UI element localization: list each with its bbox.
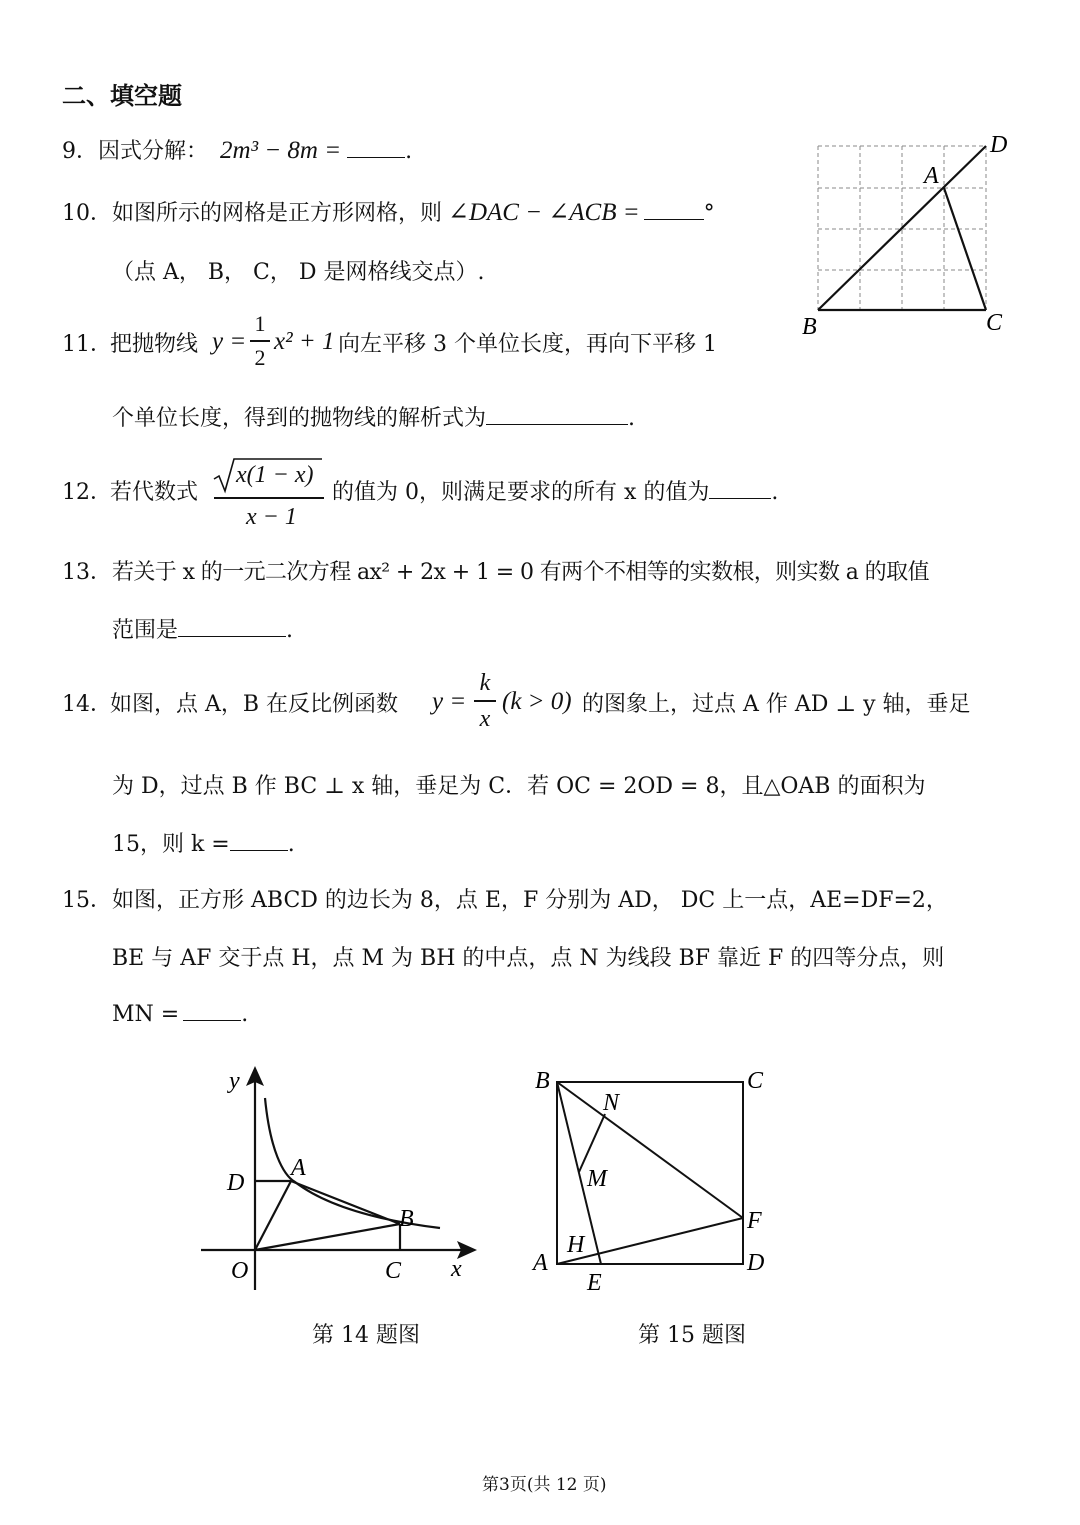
q13-answer-blank[interactable]: [178, 616, 286, 637]
fig10-label-D: D: [990, 132, 1008, 158]
fig14-figure: [195, 1060, 485, 1300]
q9-end: .: [405, 139, 413, 164]
q10-expression: ∠DAC − ∠ACB =: [448, 199, 640, 226]
fig15-label-H: H: [567, 1232, 585, 1258]
q11-expr-rest: x² + 1: [274, 328, 335, 355]
q13-number: 13．: [62, 560, 112, 585]
q9-expression: 2m³ − 8m =: [220, 137, 342, 164]
fig15-label-E: E: [587, 1270, 602, 1296]
q11-answer-blank[interactable]: [486, 404, 628, 425]
fig14-label-B: B: [399, 1206, 414, 1232]
q11-pre: 把抛物线: [110, 332, 199, 357]
fig15-segment-MN: [579, 1114, 605, 1172]
fig15-label-C: C: [747, 1068, 764, 1094]
q14-frac-bar: [474, 700, 496, 702]
q12-post-line: [332, 478, 778, 508]
q14-number: 14．: [62, 692, 112, 717]
q11-line2-text: 个单位长度，得到的抛物线的解析式为: [112, 406, 487, 431]
fig14-segment-AB: [291, 1181, 400, 1224]
q9-text: 因式分解：: [98, 139, 209, 164]
q11-line2: [112, 404, 635, 434]
q11-frac-bar: [250, 340, 270, 342]
caption-fig15: 第 15 题图: [638, 1323, 746, 1348]
q10-end: °: [703, 201, 715, 226]
q12-post: 的值为 0，则满足要求的所有 x 的值为: [332, 480, 710, 505]
fig15-label-N: N: [603, 1090, 620, 1116]
q14-line3-text: 15，则 k =: [112, 832, 230, 857]
q14-frac-den: x: [479, 706, 491, 732]
q11-frac-den: 2: [254, 345, 266, 370]
fig14-label-D: D: [227, 1170, 245, 1196]
q12-denominator: x − 1: [246, 504, 297, 530]
q15-number: 15．: [62, 888, 112, 913]
q11-end: .: [628, 406, 636, 431]
q15-line1: 如图，正方形 ABCD 的边长为 8，点 E，F 分别为 AD， DC 上一点，AE=DF=2，: [112, 888, 948, 913]
page-footer: 第3页(共 12 页): [482, 1475, 607, 1495]
fig10-label-A: A: [924, 163, 939, 189]
question-10: [62, 198, 715, 229]
fig10-grid-figure: [790, 128, 1030, 348]
q14-post: 的图象上，过点 A 作 AD ⊥ y 轴，垂足: [582, 692, 971, 717]
fig10-line-AC: [944, 188, 986, 310]
q13-line2: [112, 616, 293, 646]
fig15-label-A: A: [533, 1250, 548, 1276]
q13-line2-text: 范围是: [112, 618, 179, 643]
fig14-label-A: A: [291, 1155, 306, 1181]
q13-text: 若关于 x 的一元二次方程 ax² + 2x + 1 = 0 有两个不相等的实数根，则实数 a 的取值: [112, 560, 929, 585]
question-13: [62, 558, 929, 588]
q15-line2: BE 与 AF 交于点 H，点 M 为 BH 的中点，点 N 为线段 BF 靠近 F 的四等分点，则: [112, 946, 945, 971]
fig14-segment-OA: [255, 1181, 291, 1250]
q11-number: 11．: [62, 332, 112, 357]
q12-pre: 若代数式: [110, 480, 199, 505]
q9-number: 9．: [62, 139, 98, 164]
fig14-label-x: x: [451, 1256, 462, 1282]
question-15: [62, 886, 948, 916]
fig10-label-C: C: [986, 310, 1003, 336]
q14-end: .: [287, 832, 295, 857]
fig15-square: [557, 1082, 743, 1264]
q11-post: 向左平移 3 个单位长度，再向下平移 1: [338, 332, 717, 357]
q10-text: 如图所示的网格是正方形网格，则: [112, 201, 443, 226]
q12-numerator: x(1 − x): [236, 462, 314, 488]
q14-condition: (k > 0): [502, 688, 572, 715]
fig15-label-B: B: [535, 1068, 550, 1094]
q14-y-eq: y =: [432, 688, 467, 715]
q14-frac-num: k: [479, 670, 491, 696]
q9-answer-blank[interactable]: [347, 137, 405, 158]
q11-y-eq: y =: [212, 328, 247, 355]
q10-line2: （点 A， B， C， D 是网格线交点）.: [112, 260, 485, 285]
q11-fraction: [250, 312, 270, 370]
q13-end: .: [286, 618, 294, 643]
fig15-label-D: D: [747, 1250, 765, 1276]
q11-frac-num: 1: [254, 311, 266, 336]
q14-pre: 如图，点 A，B 在反比例函数: [110, 692, 399, 717]
fig15-label-F: F: [747, 1208, 762, 1234]
q14-line3: [112, 830, 295, 860]
q12-number: 12．: [62, 480, 112, 505]
fig15-figure: [525, 1060, 785, 1300]
q15-line3: [112, 1000, 248, 1030]
fig14-label-O: O: [231, 1258, 249, 1284]
question-9: [62, 136, 412, 167]
q15-answer-blank[interactable]: [183, 1000, 241, 1021]
q14-fraction: [474, 670, 496, 732]
q14-answer-blank[interactable]: [230, 830, 288, 851]
caption-fig14: 第 14 题图: [312, 1323, 420, 1348]
fig14-segment-OB: [255, 1224, 400, 1250]
q15-line3-text: MN =: [112, 1002, 180, 1027]
q12-end: .: [771, 480, 779, 505]
section-title: 二、填空题: [62, 82, 182, 110]
fig14-label-C: C: [385, 1258, 402, 1284]
fig14-label-y: y: [229, 1068, 240, 1094]
q15-end: .: [241, 1002, 249, 1027]
q10-answer-blank[interactable]: [644, 199, 704, 220]
q10-number: 10．: [62, 201, 112, 226]
fig10-label-B: B: [802, 314, 817, 340]
q12-frac-bar: [214, 497, 324, 499]
q12-answer-blank[interactable]: [709, 478, 771, 499]
fig15-segment-AF: [557, 1218, 743, 1264]
q14-line2: 为 D，过点 B 作 BC ⊥ x 轴，垂足为 C．若 OC = 2OD = 8，且△OAB 的面积为: [112, 774, 926, 799]
fig15-label-M: M: [587, 1166, 607, 1192]
